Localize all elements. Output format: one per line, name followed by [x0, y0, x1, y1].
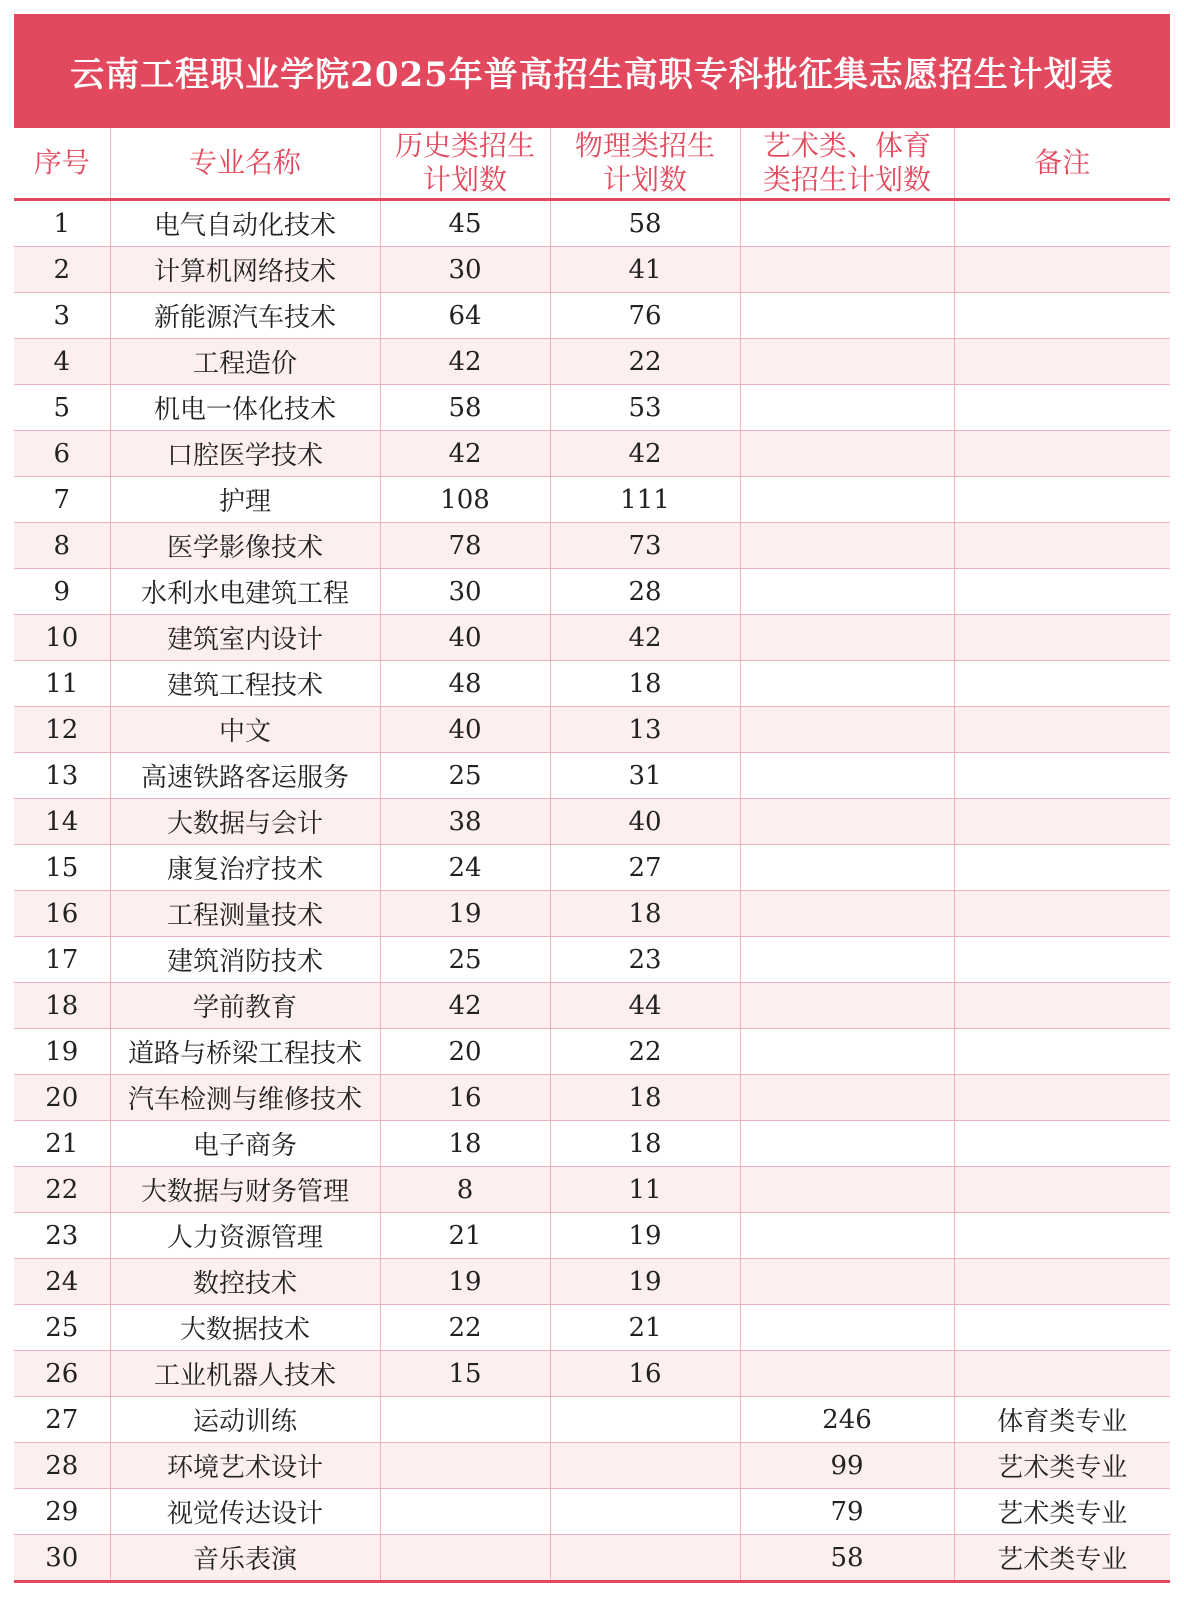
art-sports-count: [740, 753, 954, 799]
art-sports-count: [740, 1213, 954, 1259]
table-row: [14, 339, 1170, 385]
history-count: 45: [380, 200, 550, 247]
art-sports-count: [740, 661, 954, 707]
table-row: [14, 1121, 1170, 1167]
physics-count: 18: [550, 661, 740, 707]
physics-count: 22: [550, 339, 740, 385]
history-count: [380, 1443, 550, 1489]
table-header-row: [14, 128, 1170, 200]
note: [954, 523, 1170, 569]
art-sports-count: 99: [740, 1443, 954, 1489]
major-name: 汽车检测与维修技术: [110, 1075, 380, 1121]
art-sports-count: [740, 937, 954, 983]
table-row: [14, 247, 1170, 293]
row-index: 5: [14, 385, 110, 431]
physics-count: 28: [550, 569, 740, 615]
history-count: 40: [380, 615, 550, 661]
art-sports-count: [740, 799, 954, 845]
note: 体育类专业: [954, 1397, 1170, 1443]
art-sports-count: [740, 707, 954, 753]
major-name: 视觉传达设计: [110, 1489, 380, 1535]
art-sports-count: [740, 385, 954, 431]
art-sports-count: [740, 523, 954, 569]
table-row: [14, 1397, 1170, 1443]
history-count: 42: [380, 339, 550, 385]
physics-count: 53: [550, 385, 740, 431]
art-sports-count: [740, 845, 954, 891]
physics-count: 18: [550, 1075, 740, 1121]
art-sports-count: 79: [740, 1489, 954, 1535]
history-count: 42: [380, 983, 550, 1029]
major-name: 新能源汽车技术: [110, 293, 380, 339]
row-index: 16: [14, 891, 110, 937]
page-title: 云南工程职业学院2025年普高招生高职专科批征集志愿招生计划表: [14, 14, 1170, 128]
art-sports-count: [740, 431, 954, 477]
physics-count: 27: [550, 845, 740, 891]
row-index: 15: [14, 845, 110, 891]
table-row: [14, 1029, 1170, 1075]
major-name: 电气自动化技术: [110, 200, 380, 247]
art-sports-count: [740, 1121, 954, 1167]
row-index: 21: [14, 1121, 110, 1167]
note: [954, 891, 1170, 937]
history-count: 15: [380, 1351, 550, 1397]
note: [954, 615, 1170, 661]
row-index: 4: [14, 339, 110, 385]
header-history: 历史类招生计划数: [380, 128, 550, 200]
history-count: 25: [380, 937, 550, 983]
major-name: 学前教育: [110, 983, 380, 1029]
physics-count: 40: [550, 799, 740, 845]
history-count: 8: [380, 1167, 550, 1213]
physics-count: [550, 1397, 740, 1443]
table-row: [14, 1075, 1170, 1121]
note: [954, 477, 1170, 523]
art-sports-count: [740, 339, 954, 385]
row-index: 11: [14, 661, 110, 707]
row-index: 12: [14, 707, 110, 753]
table-row: [14, 707, 1170, 753]
history-count: 18: [380, 1121, 550, 1167]
row-index: 25: [14, 1305, 110, 1351]
note: 艺术类专业: [954, 1489, 1170, 1535]
row-index: 18: [14, 983, 110, 1029]
history-count: 19: [380, 1259, 550, 1305]
history-count: [380, 1489, 550, 1535]
row-index: 19: [14, 1029, 110, 1075]
art-sports-count: [740, 1167, 954, 1213]
table-row: [14, 477, 1170, 523]
table-row: [14, 661, 1170, 707]
row-index: 23: [14, 1213, 110, 1259]
row-index: 27: [14, 1397, 110, 1443]
table-row: [14, 293, 1170, 339]
physics-count: 23: [550, 937, 740, 983]
art-sports-count: [740, 983, 954, 1029]
table-row: [14, 891, 1170, 937]
table-row: [14, 799, 1170, 845]
row-index: 10: [14, 615, 110, 661]
major-name: 高速铁路客运服务: [110, 753, 380, 799]
physics-count: 42: [550, 615, 740, 661]
table-row: [14, 615, 1170, 661]
note: [954, 431, 1170, 477]
table-body: [14, 200, 1170, 1582]
art-sports-count: [740, 1305, 954, 1351]
physics-count: 16: [550, 1351, 740, 1397]
table-row: [14, 1443, 1170, 1489]
table-row: [14, 1489, 1170, 1535]
note: [954, 569, 1170, 615]
note: [954, 1213, 1170, 1259]
major-name: 建筑工程技术: [110, 661, 380, 707]
table-row: [14, 1213, 1170, 1259]
row-index: 9: [14, 569, 110, 615]
header-index: 序号: [14, 128, 110, 200]
art-sports-count: [740, 1029, 954, 1075]
art-sports-count: 58: [740, 1535, 954, 1582]
art-sports-count: [740, 569, 954, 615]
major-name: 中文: [110, 707, 380, 753]
art-sports-count: [740, 293, 954, 339]
history-count: [380, 1397, 550, 1443]
art-sports-count: [740, 1351, 954, 1397]
note: [954, 845, 1170, 891]
physics-count: 11: [550, 1167, 740, 1213]
history-count: 25: [380, 753, 550, 799]
note: [954, 1075, 1170, 1121]
history-count: 42: [380, 431, 550, 477]
table-row: [14, 1167, 1170, 1213]
note: [954, 937, 1170, 983]
note: [954, 1351, 1170, 1397]
table-row: [14, 523, 1170, 569]
note: [954, 707, 1170, 753]
note: [954, 661, 1170, 707]
note: [954, 799, 1170, 845]
history-count: 22: [380, 1305, 550, 1351]
row-index: 24: [14, 1259, 110, 1305]
major-name: 水利水电建筑工程: [110, 569, 380, 615]
row-index: 13: [14, 753, 110, 799]
row-index: 28: [14, 1443, 110, 1489]
history-count: 19: [380, 891, 550, 937]
major-name: 数控技术: [110, 1259, 380, 1305]
major-name: 音乐表演: [110, 1535, 380, 1582]
history-count: 58: [380, 385, 550, 431]
major-name: 环境艺术设计: [110, 1443, 380, 1489]
row-index: 2: [14, 247, 110, 293]
physics-count: [550, 1535, 740, 1582]
physics-count: 41: [550, 247, 740, 293]
table-row: [14, 200, 1170, 247]
art-sports-count: [740, 891, 954, 937]
note: 艺术类专业: [954, 1535, 1170, 1582]
note: [954, 983, 1170, 1029]
major-name: 建筑室内设计: [110, 615, 380, 661]
major-name: 电子商务: [110, 1121, 380, 1167]
row-index: 17: [14, 937, 110, 983]
physics-count: 58: [550, 200, 740, 247]
major-name: 大数据技术: [110, 1305, 380, 1351]
major-name: 人力资源管理: [110, 1213, 380, 1259]
history-count: 48: [380, 661, 550, 707]
table-row: [14, 753, 1170, 799]
row-index: 14: [14, 799, 110, 845]
note: 艺术类专业: [954, 1443, 1170, 1489]
physics-count: 13: [550, 707, 740, 753]
note: [954, 753, 1170, 799]
table-row: [14, 1535, 1170, 1582]
art-sports-count: [740, 1259, 954, 1305]
history-count: 30: [380, 569, 550, 615]
row-index: 20: [14, 1075, 110, 1121]
note: [954, 1167, 1170, 1213]
major-name: 医学影像技术: [110, 523, 380, 569]
physics-count: [550, 1443, 740, 1489]
note: [954, 1259, 1170, 1305]
major-name: 计算机网络技术: [110, 247, 380, 293]
physics-count: 76: [550, 293, 740, 339]
row-index: 3: [14, 293, 110, 339]
header-major: 专业名称: [110, 128, 380, 200]
history-count: 64: [380, 293, 550, 339]
physics-count: 19: [550, 1259, 740, 1305]
note: [954, 1029, 1170, 1075]
note: [954, 247, 1170, 293]
history-count: 38: [380, 799, 550, 845]
note: [954, 339, 1170, 385]
physics-count: 19: [550, 1213, 740, 1259]
physics-count: 111: [550, 477, 740, 523]
note: [954, 385, 1170, 431]
history-count: 21: [380, 1213, 550, 1259]
history-count: 78: [380, 523, 550, 569]
history-count: [380, 1535, 550, 1582]
major-name: 工程测量技术: [110, 891, 380, 937]
art-sports-count: [740, 1075, 954, 1121]
enrollment-plan-table: [14, 128, 1170, 1583]
major-name: 口腔医学技术: [110, 431, 380, 477]
note: [954, 1305, 1170, 1351]
table-row: [14, 1351, 1170, 1397]
physics-count: 21: [550, 1305, 740, 1351]
row-index: 22: [14, 1167, 110, 1213]
note: [954, 200, 1170, 247]
major-name: 道路与桥梁工程技术: [110, 1029, 380, 1075]
header-physics: 物理类招生计划数: [550, 128, 740, 200]
art-sports-count: [740, 477, 954, 523]
physics-count: 18: [550, 1121, 740, 1167]
major-name: 护理: [110, 477, 380, 523]
art-sports-count: [740, 615, 954, 661]
header-art-sports: 艺术类、体育类招生计划数: [740, 128, 954, 200]
major-name: 运动训练: [110, 1397, 380, 1443]
note: [954, 1121, 1170, 1167]
table-row: [14, 937, 1170, 983]
table-row: [14, 569, 1170, 615]
physics-count: 73: [550, 523, 740, 569]
major-name: 工程造价: [110, 339, 380, 385]
row-index: 1: [14, 200, 110, 247]
history-count: 30: [380, 247, 550, 293]
art-sports-count: [740, 200, 954, 247]
major-name: 大数据与财务管理: [110, 1167, 380, 1213]
note: [954, 293, 1170, 339]
row-index: 6: [14, 431, 110, 477]
row-index: 26: [14, 1351, 110, 1397]
table-row: [14, 1259, 1170, 1305]
history-count: 40: [380, 707, 550, 753]
art-sports-count: 246: [740, 1397, 954, 1443]
physics-count: 22: [550, 1029, 740, 1075]
physics-count: 31: [550, 753, 740, 799]
row-index: 7: [14, 477, 110, 523]
art-sports-count: [740, 247, 954, 293]
table-row: [14, 983, 1170, 1029]
major-name: 工业机器人技术: [110, 1351, 380, 1397]
row-index: 29: [14, 1489, 110, 1535]
major-name: 机电一体化技术: [110, 385, 380, 431]
row-index: 8: [14, 523, 110, 569]
physics-count: 42: [550, 431, 740, 477]
row-index: 30: [14, 1535, 110, 1582]
major-name: 康复治疗技术: [110, 845, 380, 891]
table-row: [14, 431, 1170, 477]
table-row: [14, 1305, 1170, 1351]
history-count: 16: [380, 1075, 550, 1121]
physics-count: 44: [550, 983, 740, 1029]
table-row: [14, 845, 1170, 891]
physics-count: 18: [550, 891, 740, 937]
major-name: 建筑消防技术: [110, 937, 380, 983]
major-name: 大数据与会计: [110, 799, 380, 845]
history-count: 24: [380, 845, 550, 891]
history-count: 20: [380, 1029, 550, 1075]
header-note: 备注: [954, 128, 1170, 200]
physics-count: [550, 1489, 740, 1535]
table-row: [14, 385, 1170, 431]
history-count: 108: [380, 477, 550, 523]
